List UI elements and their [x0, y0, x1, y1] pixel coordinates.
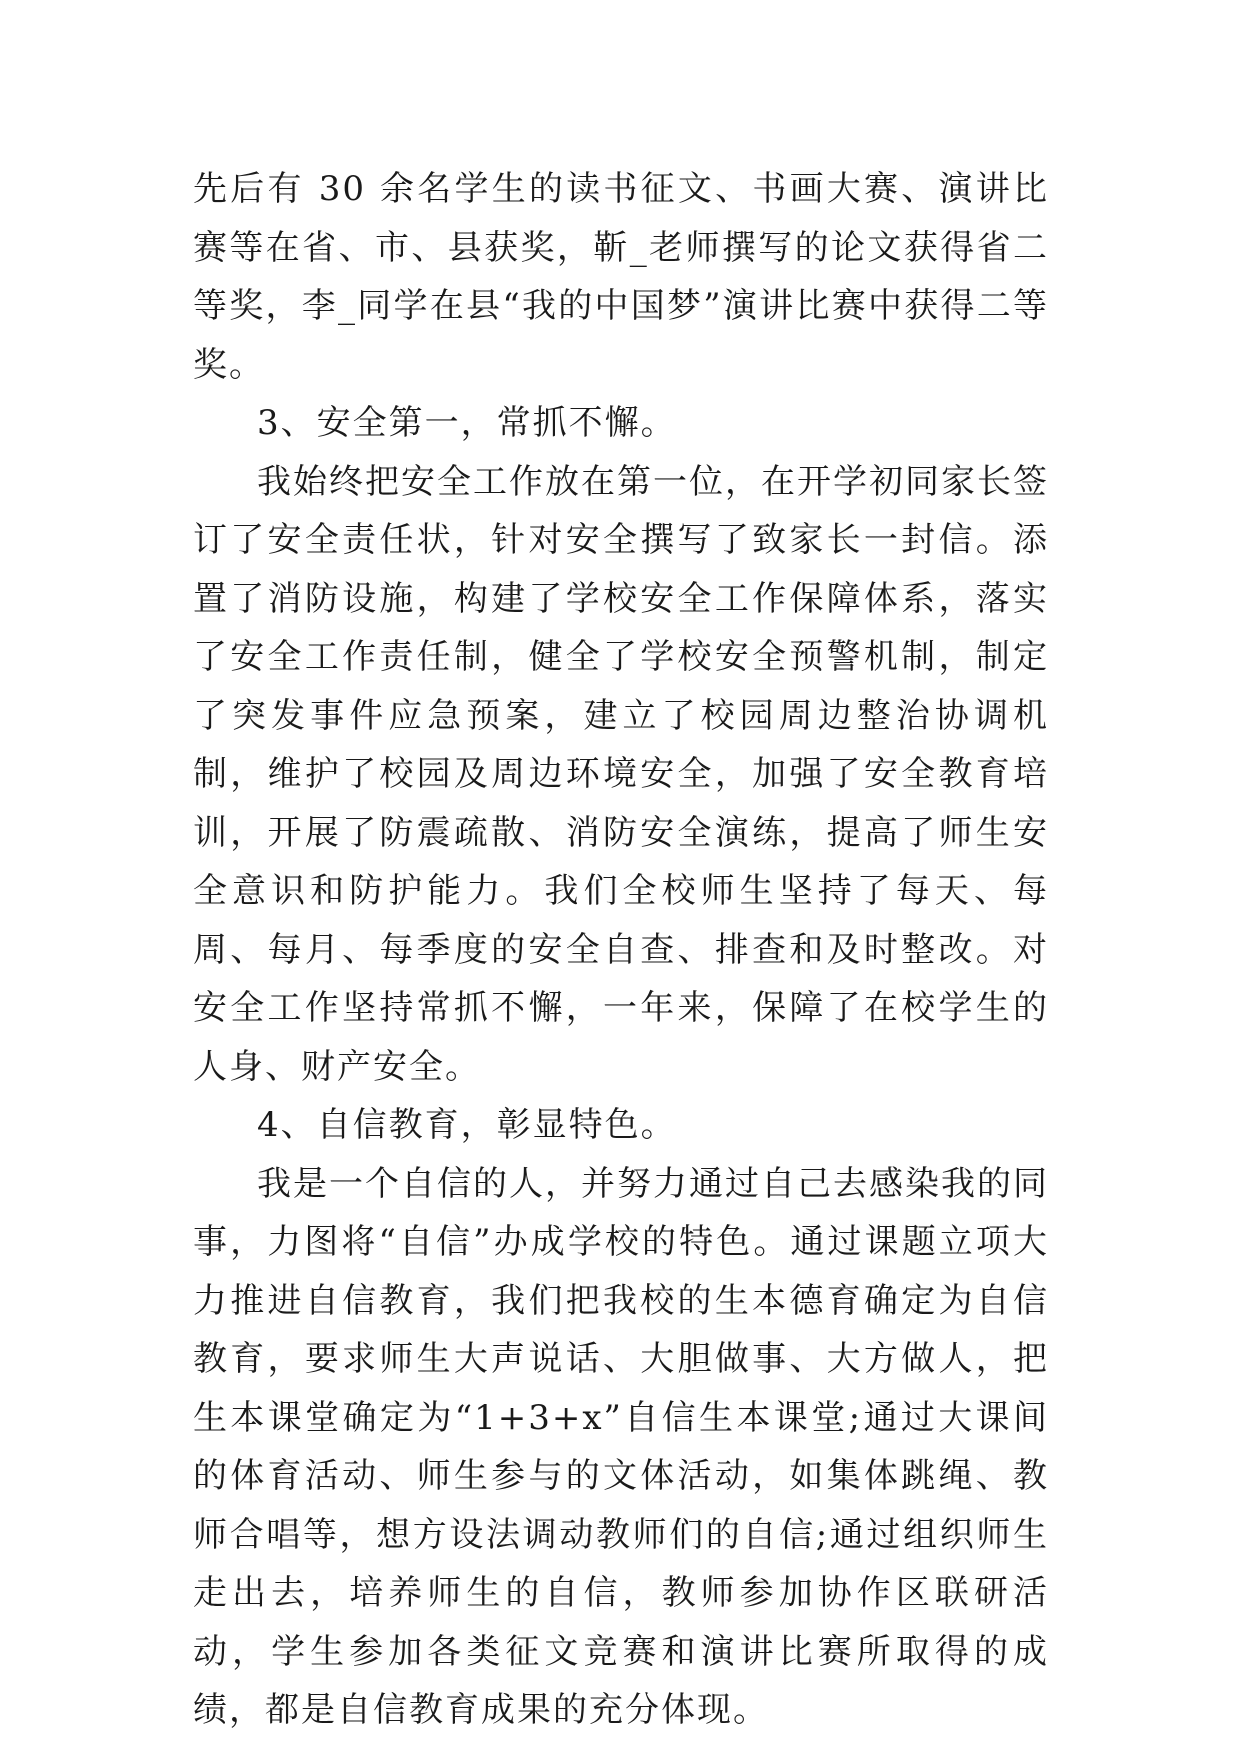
heading-confidence-education: 4、自信教育，彰显特色。 — [257, 1105, 677, 1145]
heading-safety-first: 3、安全第一，常抓不懈。 — [257, 403, 677, 443]
paragraph-awards: 先后有 30 余名学生的读书征文、书画大赛、演讲比赛等在省、市、县获奖，靳_老师撰写的论文获得省二等奖，李_同学在县“我的中国梦”演讲比赛中获得二等奖。 — [193, 169, 1049, 385]
paragraph-confidence-education: 我是一个自信的人，并努力通过自己去感染我的同事，力图将“自信”办成学校的特色。通过课题立项大力推进自信教育，我们把我校的生本德育确定为自信教育，要求师生大声说话、大胆做事、大方做人，把生本课堂确定为“1+3+x”自信生本课堂;通过大课间的体育活动、师生参与的文体活动，如集体跳绳、教师合唱等，想方设法调动教师们的自信;通过组织师生走出去，培养师生的自信，教师参加协作区联研活动，学生参加各类征文竞赛和演讲比赛所取得的成绩，都是自信教育成果的充分体现。 — [193, 1163, 1049, 1730]
paragraph-safety-work: 我始终把安全工作放在第一位，在开学初同家长签订了安全责任状，针对安全撰写了致家长一封信。添置了消防设施，构建了学校安全工作保障体系，落实了安全工作责任制，健全了学校安全预警机制，制定了突发事件应急预案，建立了校园周边整治协调机制，维护了校园及周边环境安全，加强了安全教育培训，开展了防震疏散、消防安全演练，提高了师生安全意识和防护能力。我们全校师生坚持了每天、每周、每月、每季度的安全自查、排查和及时整改。对安全工作坚持常抓不懈，一年来，保障了在校学生的人身、财产安全。 — [193, 461, 1049, 1087]
document-body — [193, 160, 1049, 1740]
